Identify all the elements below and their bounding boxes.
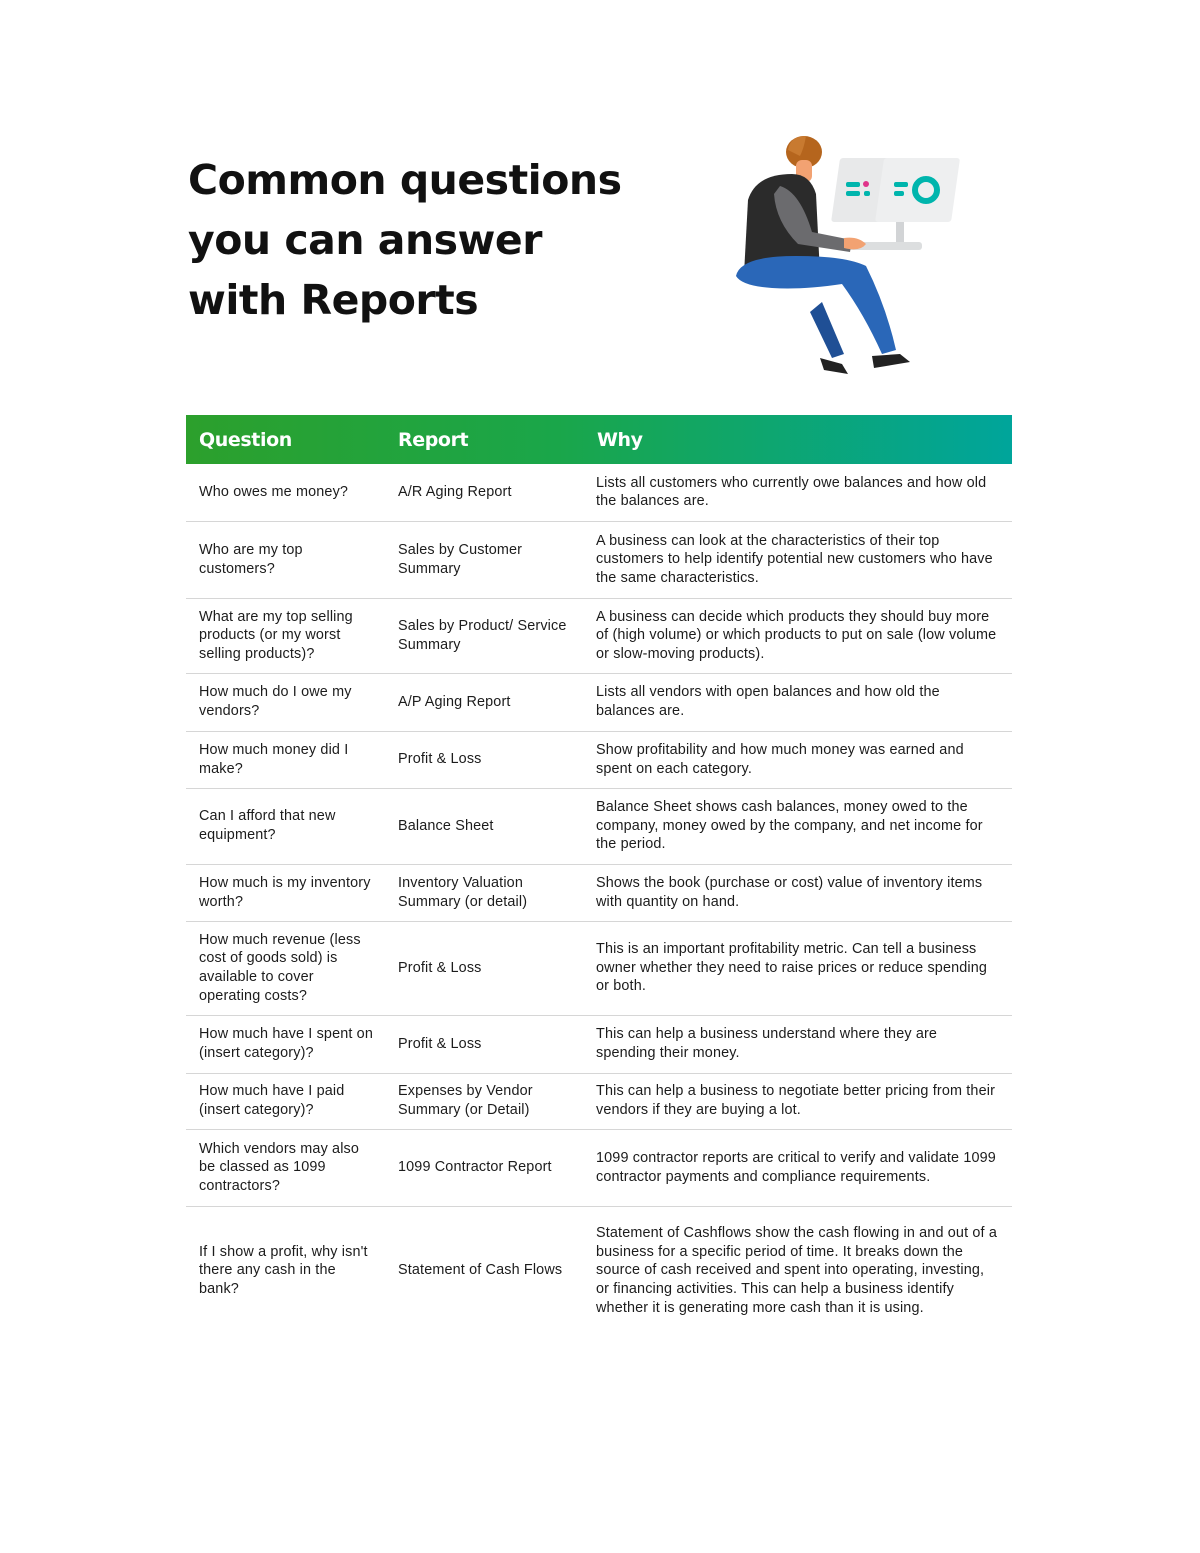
page-title (188, 150, 708, 330)
table-row (186, 1073, 1012, 1129)
question-cell: How much revenue (less cost of goods sold) is available to cover operating costs? (186, 921, 385, 1015)
title-line-3: with Reports (188, 276, 479, 324)
table-row (186, 1129, 1012, 1206)
report-cell: Expenses by Vendor Summary (or Detail) (385, 1073, 584, 1129)
report-cell: Sales by Product/ Service Summary (385, 598, 584, 673)
header-why: Why (597, 428, 643, 451)
table-row (186, 788, 1012, 864)
why-cell: Shows the book (purchase or cost) value of inventory items with quantity on hand. (584, 864, 1012, 921)
table-header-row (186, 415, 1012, 464)
question-cell: Who owes me money? (186, 464, 385, 521)
question-cell: If I show a profit, why isn't there any cash in the bank? (199, 1243, 368, 1298)
table-row (186, 521, 1012, 598)
why-cell: 1099 contractor reports are critical to verify and validate 1099 contractor payments and compliance requirements. (584, 1129, 1012, 1206)
table-row (186, 1015, 1012, 1073)
why-cell: Show profitability and how much money was earned and spent on each category. (584, 731, 1012, 788)
report-cell: 1099 Contractor Report (385, 1129, 584, 1206)
table-row (186, 1206, 1012, 1335)
table-row (186, 864, 1012, 921)
question-cell: How much money did I make? (186, 731, 385, 788)
why-cell: Statement of Cashflows show the cash flowing in and out of a business for a specific period of time. It breaks down the source of cash received and spent into operating, investing, or financing activities. This can help a business identify whether it is generating more cash than it is using. (596, 1225, 997, 1316)
table-row (186, 921, 1012, 1015)
why-cell: A business can look at the characteristics of their top customers to help identify potential new customers who have the same characteristics. (584, 521, 1012, 598)
question-cell: What are my top selling products (or my worst selling products)? (186, 598, 385, 673)
table-row (186, 673, 1012, 731)
header-report: Report (398, 428, 469, 451)
report-cell: A/P Aging Report (385, 673, 584, 731)
table-row (186, 464, 1012, 521)
why-cell: This can help a business to negotiate better pricing from their vendors if they are buying a lot. (584, 1073, 1012, 1129)
why-cell: This can help a business understand where they are spending their money. (584, 1015, 1012, 1073)
question-cell: Who are my top customers? (186, 521, 385, 598)
report-cell: Balance Sheet (385, 788, 584, 864)
question-cell: How much is my inventory worth? (186, 864, 385, 921)
question-cell: Can I afford that new equipment? (186, 788, 385, 864)
report-cell: Statement of Cash Flows (398, 1262, 563, 1279)
reports-table (186, 415, 1012, 1335)
report-cell: A/R Aging Report (385, 464, 584, 521)
report-cell: Sales by Customer Summary (385, 521, 584, 598)
question-cell: How much have I spent on (insert category)? (186, 1015, 385, 1073)
table-row (186, 598, 1012, 673)
why-cell: Balance Sheet shows cash balances, money owed to the company, money owed by the company, and net income for the period. (584, 788, 1012, 864)
report-cell: Inventory Valuation Summary (or detail) (385, 864, 584, 921)
why-cell: Lists all customers who currently owe balances and how old the balances are. (584, 464, 1012, 521)
question-cell: How much have I paid (insert category)? (186, 1073, 385, 1129)
question-cell: How much do I owe my vendors? (186, 673, 385, 731)
monitor-icon (831, 158, 960, 250)
title-line-2: you can answer (188, 216, 542, 264)
report-cell: Profit & Loss (385, 731, 584, 788)
table-row (186, 731, 1012, 788)
why-cell: Lists all vendors with open balances and how old the balances are. (584, 673, 1012, 731)
why-cell: A business can decide which products they should buy more of (high volume) or which products to put on sale (low volume or slow-moving products). (584, 598, 1012, 673)
title-line-1: Common questions (188, 156, 622, 204)
question-cell: Which vendors may also be classed as 1099 contractors? (186, 1129, 385, 1206)
report-cell: Profit & Loss (385, 921, 584, 1015)
why-cell: This is an important profitability metric. Can tell a business owner whether they need to raise prices or reduce spending or both. (584, 921, 1012, 1015)
person-at-computer-illustration (726, 130, 966, 380)
report-cell: Profit & Loss (385, 1015, 584, 1073)
header-question: Question (199, 428, 292, 451)
